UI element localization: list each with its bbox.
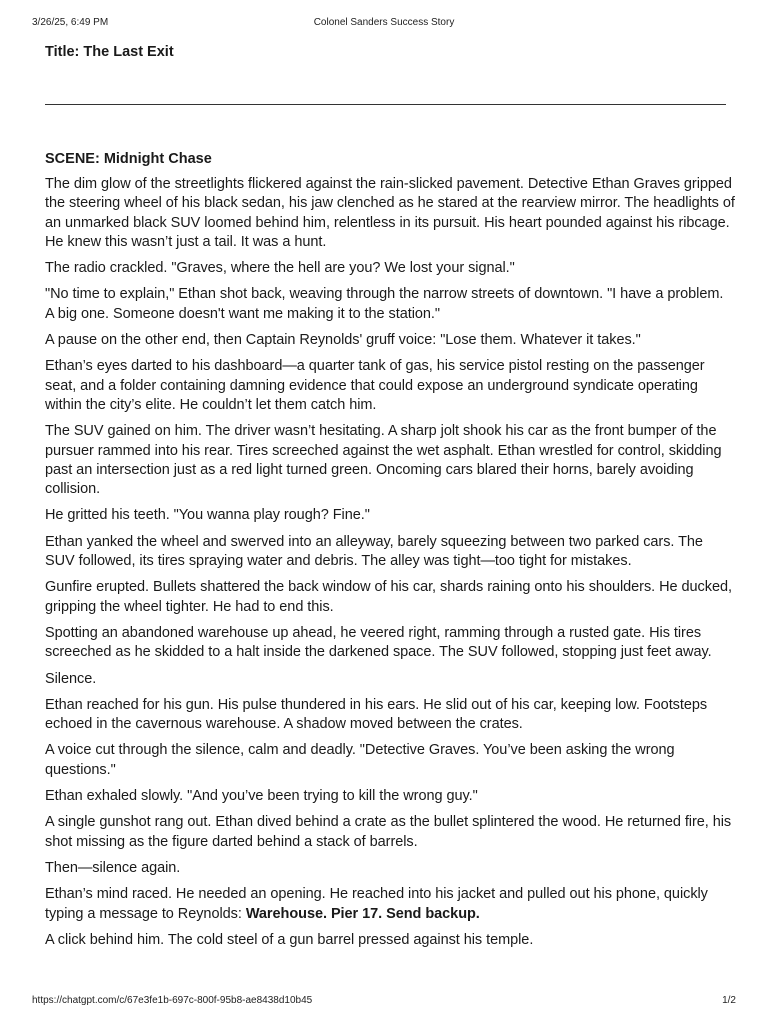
- paragraph: The dim glow of the streetlights flickered against the rain-slicked pavement. Detective Ethan Graves gripped the steering wheel of his black sedan, his jaw clenched as he stared at the rearview mirror. The headlights of an unmarked black SUV loomed behind him, relentless in its pursuit. His heart pounded against his ribcage. He knew this wasn’t just a tail. It was a hunt.: [45, 176, 735, 250]
- paragraph: He gritted his teeth. "You wanna play rough? Fine.": [45, 507, 370, 524]
- paragraph: Then—silence again.: [45, 859, 181, 876]
- print-url: https://chatgpt.com/c/67e3fe1b-697c-800f-95b8-ae8438d10b45: [32, 995, 313, 1006]
- message-paragraph: [45, 885, 735, 924]
- paragraph: The SUV gained on him. The driver wasn’t hesitating. A sharp jolt shook his car as the front bumper of the pursuer rammed into his rear. Tires screeched against the wet asphalt. Ethan wrestled for control, skidding past an intersection just as a red light turned green. Oncoming cars blared their horns, barely avoiding collision.: [45, 423, 722, 498]
- paragraph: A pause on the other end, then Captain Reynolds' gruff voice: "Lose them. Whatever it takes.": [45, 332, 641, 349]
- paragraph: Ethan reached for his gun. His pulse thundered in his ears. He slid out of his car, keeping low. Footsteps echoed in the cavernous warehouse. A shadow moved between the crates.: [45, 696, 708, 733]
- paragraph: A single gunshot rang out. Ethan dived behind a crate as the bullet splintered the wood. He returned fire, his shot missing as the figure darted behind a stack of barrels.: [45, 814, 732, 850]
- paragraph: Ethan yanked the wheel and swerved into an alleyway, barely squeezing between two parked cars. The SUV followed, its tires spraying water and debris. The alley was tight—too tight for mistakes.: [45, 533, 703, 570]
- print-header: [32, 17, 736, 31]
- paragraph: A voice cut through the silence, calm and deadly. "Detective Graves. You’ve been asking the wrong questions.": [45, 742, 675, 778]
- document-title: Title: The Last Exit: [45, 44, 174, 60]
- message-paragraph-text: Ethan’s mind raced. He needed an opening. He reached into his jacket and pulled out his phone, quickly typing a message to Reynolds:: [45, 886, 708, 922]
- paragraph: The radio crackled. "Graves, where the hell are you? We lost your signal.": [45, 260, 515, 277]
- scene-heading: SCENE: Midnight Chase: [45, 151, 212, 167]
- horizontal-divider: [45, 104, 726, 105]
- paragraph: Ethan exhaled slowly. "And you’ve been trying to kill the wrong guy.": [45, 788, 478, 805]
- print-footer: [32, 995, 736, 1009]
- paragraph: Ethan’s eyes darted to his dashboard—a quarter tank of gas, his service pistol resting on the passenger seat, and a folder containing damning evidence that could expose an underground syndicate operating within the city’s elite. He couldn’t let them catch him.: [45, 358, 705, 413]
- print-datetime: 3/26/25, 6:49 PM: [32, 17, 109, 28]
- paragraph: Gunfire erupted. Bullets shattered the back window of his car, shards raining onto his shoulders. He ducked, gripping the wheel tighter. He had to end this.: [45, 579, 732, 615]
- paragraph: Spotting an abandoned warehouse up ahead, he veered right, ramming through a rusted gate. His tires screeched as he skidded to a halt inside the darkened space. The SUV followed, stopping just feet away.: [45, 624, 712, 661]
- backup-message: Warehouse. Pier 17. Send backup.: [245, 905, 480, 922]
- document-body: [45, 42, 735, 957]
- paragraph: A click behind him. The cold steel of a gun barrel pressed against his temple.: [45, 931, 534, 948]
- page-number: 1/2: [722, 995, 736, 1006]
- paragraph: "No time to explain," Ethan shot back, weaving through the narrow streets of downtown. "I have a problem. A big one. Someone doesn't want me making it to the station.": [45, 286, 724, 322]
- paragraph: Silence.: [45, 670, 97, 687]
- print-page-title: Colonel Sanders Success Story: [313, 17, 455, 28]
